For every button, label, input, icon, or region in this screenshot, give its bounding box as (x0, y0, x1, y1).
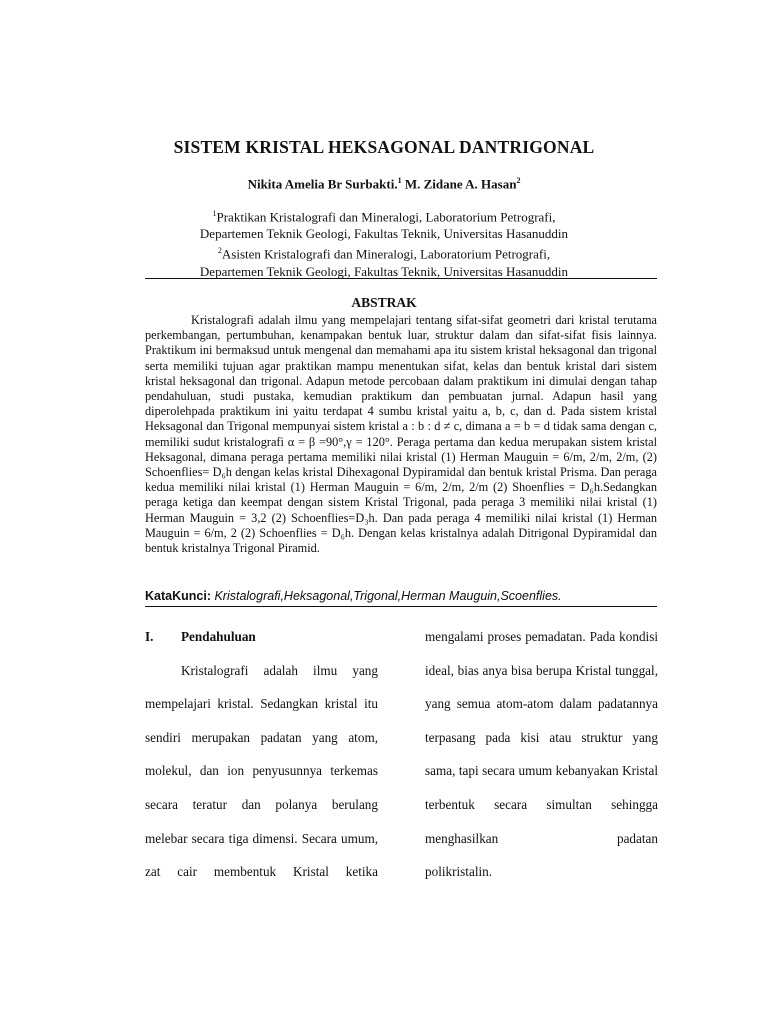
author-2-sup: 2 (516, 176, 521, 185)
abstract-heading: ABSTRAK (351, 295, 417, 310)
left-paragraph: Kristalografi adalah ilmu yang mempelajari kristal. Sedangkan kristal itu sendiri merupakan padatan yang atom, molekul, dan ion penyusunnya terkemas secara teratur dan polanya berulang melebar secara tiga dimensi. Secara umum, zat cair membentuk Kristal ketika (145, 662, 378, 880)
keywords-line (145, 589, 657, 603)
author-1-name: Nikita Amelia Br Surbakti. (247, 176, 398, 192)
section-heading (145, 620, 378, 654)
paper-title: SISTEM KRISTAL HEKSAGONAL DANTRIGONAL (173, 137, 595, 157)
author-1-sup: 1 (397, 176, 402, 185)
keywords-label: KataKunci: (145, 589, 211, 603)
keywords-text: Kristalografi,Heksagonal,Trigonal,Herman Mauguin,Scoenflies. (210, 589, 562, 603)
right-column (425, 620, 658, 889)
left-column (145, 620, 378, 889)
affiliation-2-line-1 (0, 242, 768, 262)
abstract-body: Kristalografi adalah ilmu yang mempelajari tentang sifat-sifat geometri dari kristal terutama perkembangan, pertumbuhan, kenampakan bentuk luar, struktur dalam dan sifat-sifat fisis lainnya. Praktikum ini bermaksud untuk mengenal dan memahami apa itu sistem kristal heksagonal dan trigonal serta memiliki tujuan agar praktikan mampu menentukan sifat, kelas dan bentuk kristal dari sistem kristal heksagonal dan trigonal. Adapun metode percobaan dalam praktikum ini dimulai dengan tahap pendahuluan, studi pustaka, kemudian praktikum dan pembuatan jurnal. Adapun hasil yang diperolehpada praktikum ini yaitu terdapat 4 sumbu kristal yaitu a, b, c, dan d. Pada sistem kristal Heksagonal dan Trigonal mempunyai sistem kristal a : b : d ≠ c, dimana a = b = d tidak sama dengan c, memiliki sudut kristalografi α = β =90°,γ = 120°. Peraga pertama dan kedua merupakan sistem kristal Heksagonal, dimana peraga pertama memiliki nilai kristal (1) Herman Mauguin = 6/m, 2/m, 2/m, (2) Schoenflies= D₆h dengan kelas kristal Dihexagonal Dypiramidal dan bentuk kristal Prisma. Dan peraga kedua memiliki nilai kristal (1) Herman Mauguin = 6/m, 2/m, 2/m (2) Shoenflies = D₆h.Sedangkan peraga ketiga dan keempat dengan sistem Kristal Trigonal, pada peraga 3 memiliki nilai kristal (1) Herman Mauguin = 3,2 (2) Schoenflies=D₃h. Dan pada peraga 4 memiliki nilai kristal (1) Herman Mauguin = 6/m, 2 (2) Schoenflies = D₆h. Dengan kelas kristalnya adalah Ditrigonal Dypiramidal dan bentuk kristalnya Trigonal Piramid. (145, 313, 657, 556)
author-2-name: M. Zidane A. Hasan (401, 176, 517, 192)
affiliation-2-sup: 2 (217, 246, 222, 256)
bottom-divider (145, 606, 657, 607)
affiliation-1-sup: 1 (212, 209, 217, 218)
affiliation-1-line-1 (0, 205, 768, 225)
right-paragraph: mengalami proses pemadatan. Pada kondisi ideal, bias anya bisa berupa Kristal tunggal, yang semua atom-atom dalam padatannya terpasang pada kisi atau struktur yang sama, tapi secara umum kebanyakan Kristal terbentuk secara simultan sehingga menghasilkan padatan (425, 629, 658, 846)
section-number: I. (145, 629, 154, 644)
affiliation-1-text: Praktikan Kristalografi dan Mineralogi, Laboratorium Petrografi, (216, 209, 556, 225)
top-divider (145, 278, 657, 279)
section-title: Pendahuluan (181, 629, 256, 644)
affiliation-1-line-2: Departemen Teknik Geologi, Fakultas Teknik, Universitas Hasanuddin (199, 226, 569, 242)
author-line (0, 176, 768, 192)
affiliations (0, 205, 768, 280)
right-paragraph-last-line: polikristalin. (425, 864, 493, 880)
affiliation-2-text: Asisten Kristalografi dan Mineralogi, Laboratorium Petrografi, (221, 246, 551, 262)
affiliation-2-line-2: Departemen Teknik Geologi, Fakultas Teknik, Universitas Hasanuddin (199, 263, 569, 279)
